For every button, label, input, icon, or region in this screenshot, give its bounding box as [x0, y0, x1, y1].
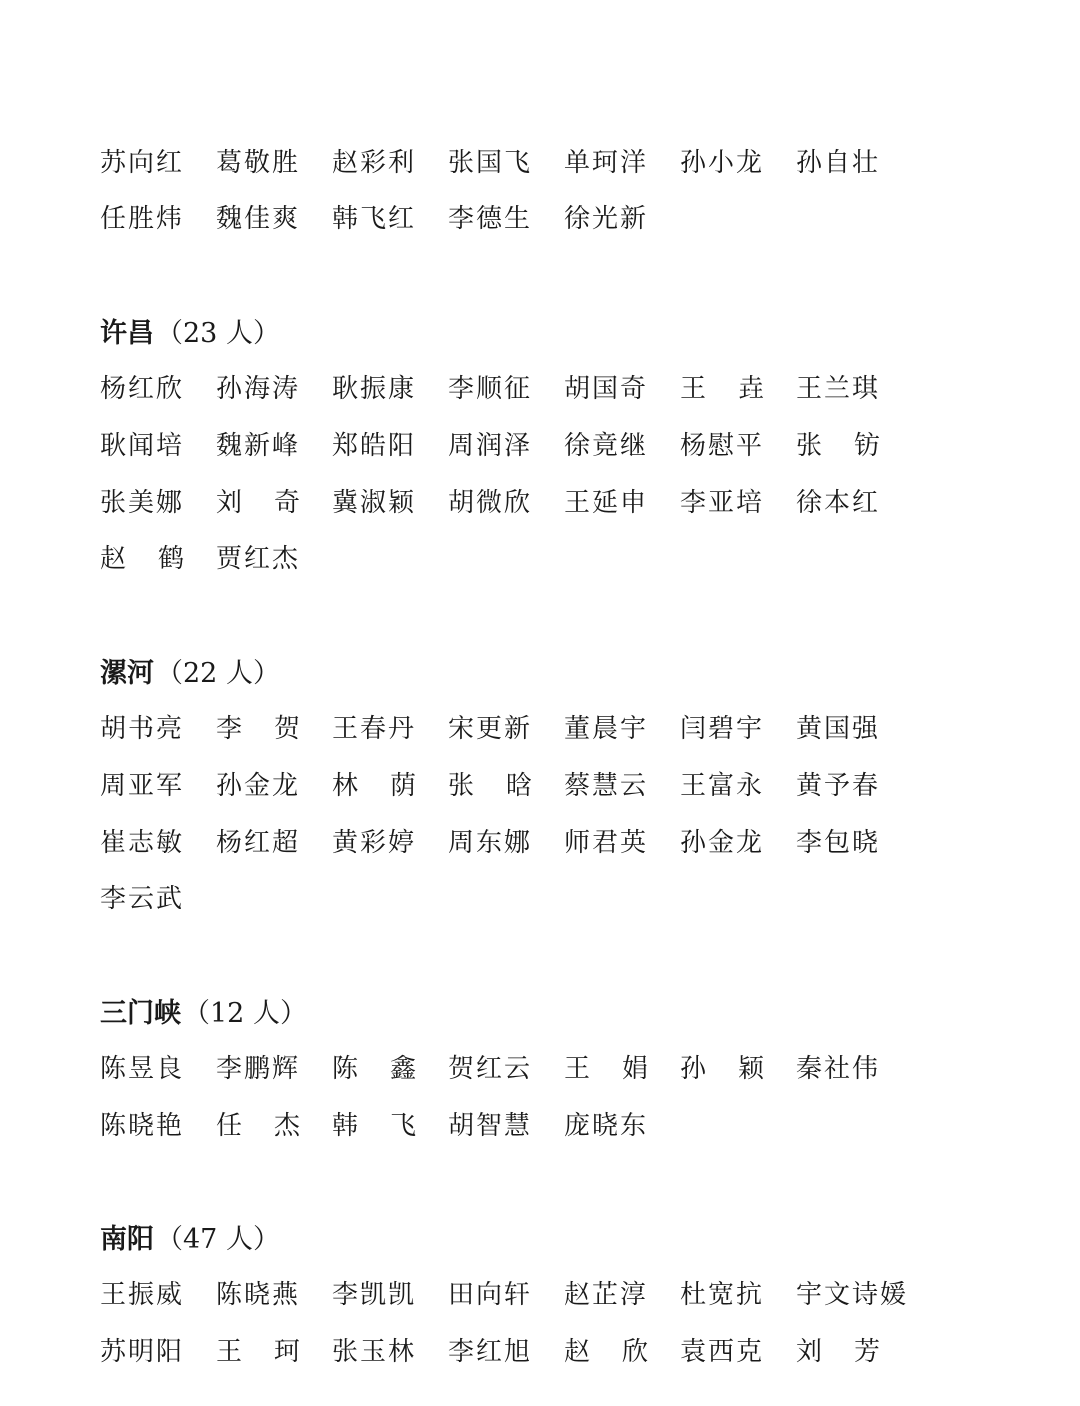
section-heading-title: 三门峡 [100, 997, 181, 1029]
section-heading-title: 南阳 [100, 1223, 154, 1255]
person-name: 耿闻培 [100, 430, 185, 461]
person-name: 黄予春 [796, 770, 881, 801]
section-heading [100, 1216, 280, 1256]
person-name: 刘 芳 [796, 1336, 883, 1367]
person-name: 秦社伟 [796, 1053, 881, 1084]
person-name: 张玉林 [332, 1336, 417, 1367]
person-name: 庞晓东 [564, 1110, 649, 1141]
person-name: 李云武 [100, 883, 185, 914]
person-name: 林 荫 [332, 770, 419, 801]
name-row [100, 820, 912, 860]
person-name: 王 珂 [216, 1336, 303, 1367]
name-row [100, 1272, 912, 1312]
person-name: 李鹏辉 [216, 1053, 301, 1084]
person-name: 陈 鑫 [332, 1053, 419, 1084]
person-name: 胡智慧 [448, 1110, 533, 1141]
person-name: 陈晓艳 [100, 1110, 185, 1141]
person-name: 杜宽抗 [680, 1279, 765, 1310]
section-heading [100, 650, 280, 690]
person-name: 王延申 [564, 487, 649, 518]
person-name: 任 杰 [216, 1110, 303, 1141]
person-name: 周润泽 [448, 430, 533, 461]
person-name: 张美娜 [100, 487, 185, 518]
name-row [100, 196, 680, 236]
person-name: 杨红欣 [100, 373, 185, 404]
person-name: 李凯凯 [332, 1279, 417, 1310]
person-name: 胡书亮 [100, 713, 185, 744]
name-row [100, 140, 912, 180]
person-name: 宋更新 [448, 713, 533, 744]
section-heading-count: （47 人） [156, 1223, 280, 1255]
person-name: 任胜炜 [100, 203, 185, 234]
person-name: 李亚培 [680, 487, 765, 518]
section-heading [100, 990, 307, 1030]
person-name: 徐竟继 [564, 430, 649, 461]
name-row [100, 423, 912, 463]
person-name: 王 垚 [680, 373, 767, 404]
person-name: 孙海涛 [216, 373, 301, 404]
name-row [100, 1046, 912, 1086]
person-name: 赵 欣 [564, 1336, 651, 1367]
name-row [100, 366, 912, 406]
person-name: 郑皓阳 [332, 430, 417, 461]
name-row [100, 480, 912, 520]
person-name: 韩飞红 [332, 203, 417, 234]
person-name: 宇文诗媛 [796, 1279, 909, 1310]
person-name: 陈昱良 [100, 1053, 185, 1084]
person-name: 张 钫 [796, 430, 883, 461]
name-row [100, 536, 332, 576]
person-name: 王春丹 [332, 713, 417, 744]
person-name: 蔡慧云 [564, 770, 649, 801]
section-heading-title: 漯河 [100, 657, 154, 689]
section-heading-count: （12 人） [183, 997, 307, 1029]
section-heading-count: （22 人） [156, 657, 280, 689]
person-name: 苏向红 [100, 147, 185, 178]
person-name: 徐光新 [564, 203, 649, 234]
person-name: 苏明阳 [100, 1336, 185, 1367]
person-name: 魏佳爽 [216, 203, 301, 234]
person-name: 崔志敏 [100, 827, 185, 858]
person-name: 葛敬胜 [216, 147, 301, 178]
name-row [100, 706, 912, 746]
person-name: 赵 鹤 [100, 543, 187, 574]
person-name: 袁西克 [680, 1336, 765, 1367]
person-name: 贺红云 [448, 1053, 533, 1084]
person-name: 王富永 [680, 770, 765, 801]
person-name: 田向轩 [448, 1279, 533, 1310]
person-name: 李顺征 [448, 373, 533, 404]
section-heading-count: （23 人） [156, 317, 280, 349]
person-name: 孙金龙 [680, 827, 765, 858]
person-name: 王 娟 [564, 1053, 651, 1084]
person-name: 张 晗 [448, 770, 535, 801]
person-name: 张国飞 [448, 147, 533, 178]
person-name: 杨慰平 [680, 430, 765, 461]
person-name: 赵芷淳 [564, 1279, 649, 1310]
section-heading-title: 许昌 [100, 317, 154, 349]
person-name: 胡国奇 [564, 373, 649, 404]
person-name: 李包晓 [796, 827, 881, 858]
person-name: 师君英 [564, 827, 649, 858]
person-name: 孙小龙 [680, 147, 765, 178]
person-name: 李 贺 [216, 713, 303, 744]
person-name: 陈晓燕 [216, 1279, 301, 1310]
section-heading [100, 310, 280, 350]
person-name: 韩 飞 [332, 1110, 419, 1141]
person-name: 黄彩婷 [332, 827, 417, 858]
person-name: 王兰琪 [796, 373, 881, 404]
person-name: 赵彩利 [332, 147, 417, 178]
person-name: 胡微欣 [448, 487, 533, 518]
person-name: 冀淑颖 [332, 487, 417, 518]
name-row [100, 763, 912, 803]
person-name: 王振威 [100, 1279, 185, 1310]
person-name: 孙自壮 [796, 147, 881, 178]
name-row [100, 876, 216, 916]
person-name: 贾红杰 [216, 543, 301, 574]
person-name: 董晨宇 [564, 713, 649, 744]
person-name: 周亚军 [100, 770, 185, 801]
name-row [100, 1329, 912, 1369]
person-name: 徐本红 [796, 487, 881, 518]
person-name: 耿振康 [332, 373, 417, 404]
person-name: 单珂洋 [564, 147, 649, 178]
name-row [100, 1103, 680, 1143]
person-name: 孙金龙 [216, 770, 301, 801]
person-name: 魏新峰 [216, 430, 301, 461]
person-name: 孙 颖 [680, 1053, 767, 1084]
person-name: 周东娜 [448, 827, 533, 858]
person-name: 杨红超 [216, 827, 301, 858]
person-name: 李红旭 [448, 1336, 533, 1367]
person-name: 闫碧宇 [680, 713, 765, 744]
person-name: 李德生 [448, 203, 533, 234]
person-name: 黄国强 [796, 713, 881, 744]
person-name: 刘 奇 [216, 487, 303, 518]
